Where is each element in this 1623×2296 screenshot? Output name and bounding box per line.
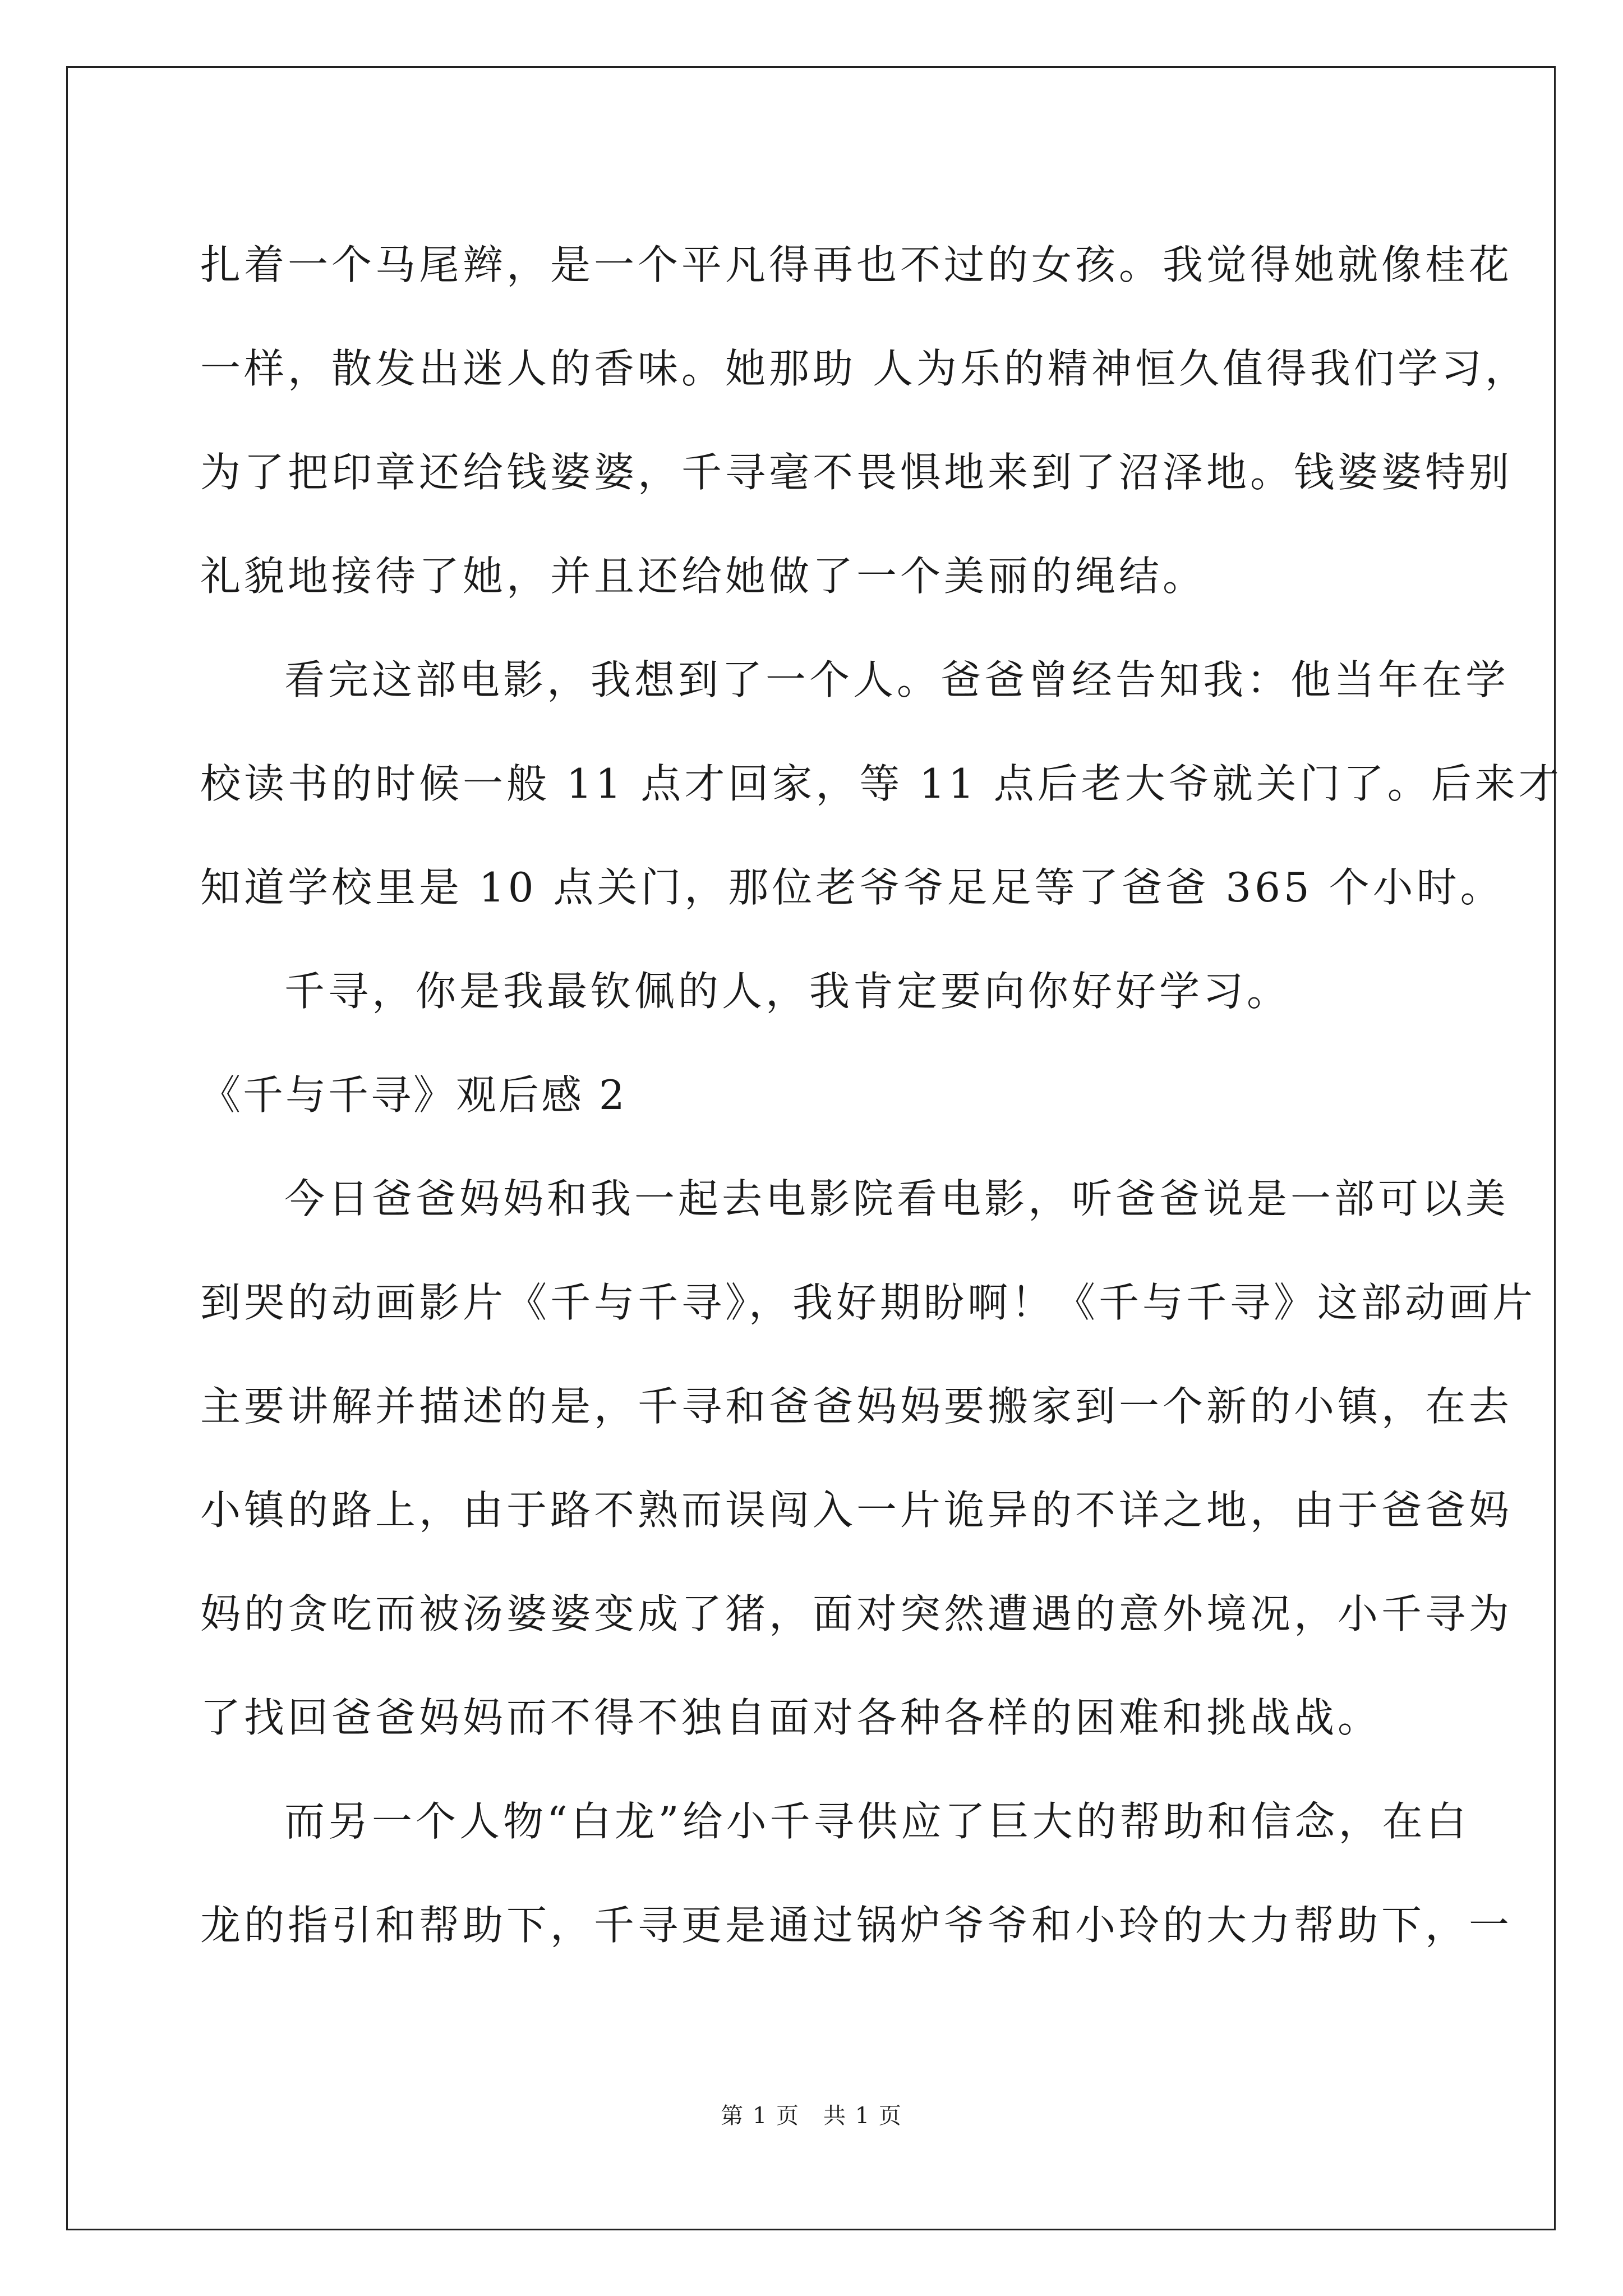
paragraph-start-line: 千寻，你是我最钦佩的人，我肯定要向你好好学习。 <box>284 968 1291 1015</box>
text-line: 了找回爸爸妈妈而不得不独自面对各种各样的困难和挑战战。 <box>200 1694 1382 1741</box>
text-line: 妈的贪吃而被汤婆婆变成了猪，面对突然遭遇的意外境况，小千寻为 <box>200 1590 1513 1637</box>
page-footer: 第 1 页 共 1 页 <box>721 2103 902 2129</box>
paragraph-start-line: 今日爸爸妈妈和我一起去电影院看电影，听爸爸说是一部可以美 <box>284 1175 1510 1222</box>
document-body <box>200 213 1562 1977</box>
section-heading: 《千与千寻》观后感 2 <box>200 1071 627 1119</box>
paragraph-start-line: 而另一个人物“白龙”给小千寻供应了巨大的帮助和信念，在白 <box>284 1798 1470 1845</box>
text-line: 小镇的路上，由于路不熟而误闯入一片诡异的不详之地，由于爸爸妈 <box>200 1487 1513 1534</box>
text-line: 一样，散发出迷人的香味。她那助 人为乐的精神恒久值得我们学习， <box>200 345 1529 392</box>
text-line: 校读书的时候一般 11 点才回家，等 11 点后老大爷就关门了。后来才 <box>200 760 1562 807</box>
text-line: 为了把印章还给钱婆婆，千寻毫不畏惧地来到了沼泽地。钱婆婆特别 <box>200 449 1513 496</box>
text-line: 龙的指引和帮助下，千寻更是通过锅炉爷爷和小玲的大力帮助下，一 <box>200 1902 1513 1949</box>
text-line: 主要讲解并描述的是，千寻和爸爸妈妈要搬家到一个新的小镇，在去 <box>200 1383 1513 1430</box>
paragraph-start-line: 看完这部电影，我想到了一个人。爸爸曾经告知我：他当年在学 <box>284 656 1510 703</box>
text-line: 知道学校里是 10 点关门，那位老爷爷足足等了爸爸 365 个小时。 <box>200 864 1504 911</box>
text-line: 到哭的动画影片《千与千寻》，我好期盼啊！《千与千寻》这部动画片 <box>200 1279 1537 1326</box>
text-line: 扎着一个马尾辫，是一个平凡得再也不过的女孩。我觉得她就像桂花 <box>200 241 1513 288</box>
text-line: 礼貌地接待了她，并且还给她做了一个美丽的绳结。 <box>200 553 1207 600</box>
